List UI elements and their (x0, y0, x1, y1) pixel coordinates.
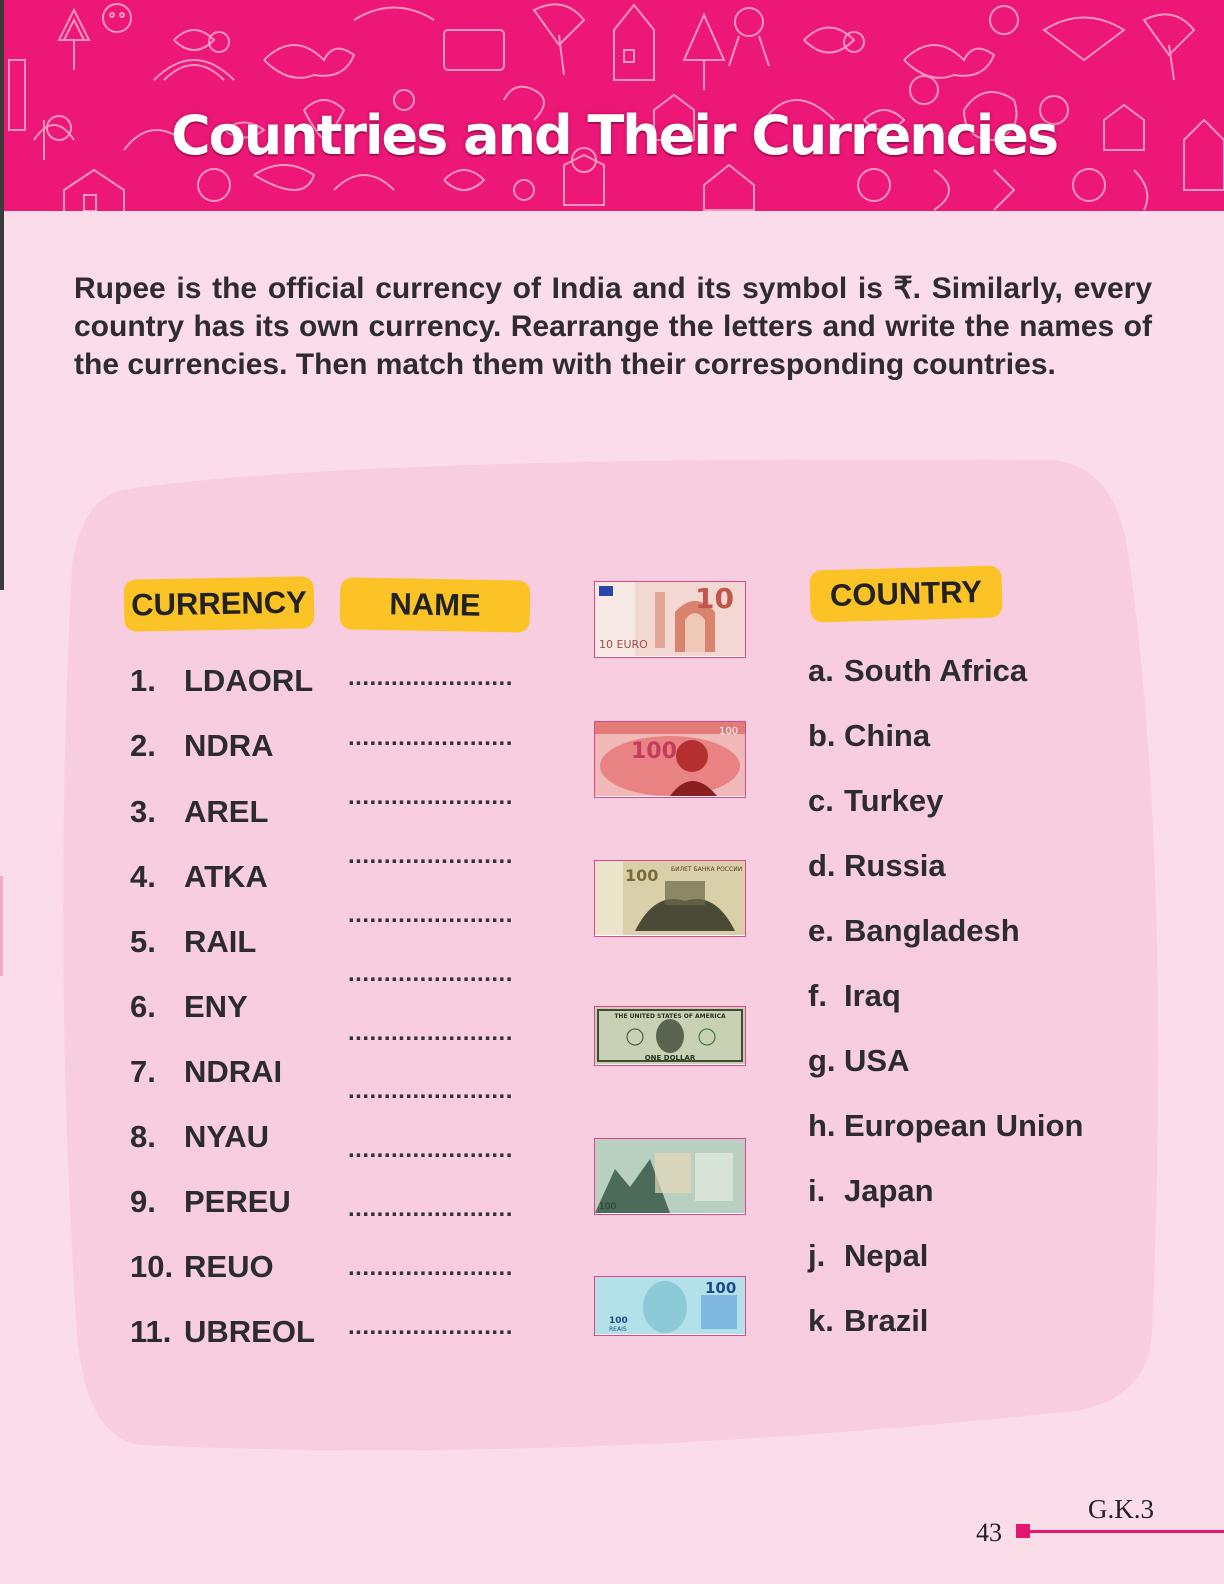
country-item (808, 1173, 934, 1209)
item-number: 8. (130, 1119, 156, 1154)
answer-blank[interactable]: ....................... (348, 1019, 513, 1046)
country-item (808, 1108, 1083, 1144)
jumbled-word: NYAU (184, 1119, 269, 1154)
country-letter: h. (808, 1108, 836, 1143)
yuan-value: 100 (631, 739, 677, 764)
answer-blank[interactable]: ....................... (348, 664, 513, 691)
country-name: European Union (844, 1108, 1084, 1143)
item-number: 4. (130, 859, 156, 894)
euro-value: 10 (695, 582, 734, 615)
country-header: COUNTRY (809, 565, 1002, 622)
answer-blank[interactable]: ....................... (348, 724, 513, 751)
dollar-header: THE UNITED STATES OF AMERICA (614, 1013, 726, 1020)
country-name: Japan (844, 1173, 934, 1208)
ruble-banknote (594, 860, 746, 937)
yuan-banknote (594, 721, 746, 798)
ruble-label: БИЛЕТ БАНКА РОССИИ (671, 866, 743, 873)
country-item (808, 1238, 928, 1274)
jumbled-word: AREL (184, 794, 269, 829)
jumbled-word: ENY (184, 989, 248, 1024)
answer-blank[interactable]: ....................... (348, 842, 513, 869)
country-item (808, 978, 901, 1014)
country-letter: b. (808, 718, 836, 753)
nepal-banknote (594, 1138, 746, 1215)
country-name: China (844, 718, 931, 753)
country-item (808, 718, 930, 754)
country-item (808, 913, 1020, 949)
real-label: REAIS (609, 1326, 627, 1333)
item-number: 2. (130, 728, 156, 763)
real-small-value: 100 (609, 1316, 628, 1326)
country-letter: k. (808, 1303, 834, 1338)
page-title: Countries and Their Currencies (170, 104, 1057, 167)
footer-marker (1016, 1524, 1030, 1538)
item-number: 6. (130, 989, 156, 1024)
answer-blank[interactable]: ....................... (348, 1136, 513, 1163)
jumbled-word: REUO (184, 1249, 274, 1284)
left-edge-tab (0, 876, 3, 976)
country-item (808, 848, 946, 884)
dollar-banknote (594, 1006, 746, 1066)
title-banner (4, 0, 1224, 211)
answer-blank[interactable]: ....................... (348, 960, 513, 987)
answer-blank[interactable]: ....................... (348, 1313, 513, 1340)
answer-blank[interactable]: ....................... (348, 783, 513, 810)
item-number: 11. (130, 1314, 172, 1349)
country-item (808, 1303, 928, 1339)
country-letter: e. (808, 913, 834, 948)
page-number: 43 (976, 1518, 1002, 1547)
country-letter: f. (808, 978, 827, 1013)
jumbled-word: UBREOL (184, 1314, 315, 1349)
country-item (808, 783, 943, 819)
country-name: USA (844, 1043, 910, 1078)
answer-blank[interactable]: ....................... (348, 1254, 513, 1281)
country-name: South Africa (844, 653, 1028, 688)
book-label: G.K.3 (1088, 1494, 1154, 1524)
country-letter: a. (808, 653, 834, 688)
ruble-value: 100 (625, 866, 659, 885)
answer-blank[interactable]: ....................... (348, 901, 513, 928)
answer-blank[interactable]: ....................... (348, 1077, 513, 1104)
country-name: Russia (844, 848, 946, 883)
jumbled-word: NDRAI (184, 1054, 283, 1089)
country-letter: c. (808, 783, 834, 818)
item-number: 3. (130, 794, 156, 829)
jumbled-word: LDAORL (184, 663, 314, 698)
euro-label: 10 EURO (599, 638, 648, 651)
answer-blank[interactable]: ....................... (348, 1195, 513, 1222)
country-name: Brazil (844, 1303, 929, 1338)
real-value: 100 (705, 1279, 737, 1297)
yuan-corner-value: 100 (719, 726, 739, 737)
nepal-value: 100 (599, 1202, 617, 1212)
real-banknote (594, 1276, 746, 1336)
footer-rule (1030, 1530, 1224, 1533)
country-letter: d. (808, 848, 836, 883)
euro-banknote (594, 581, 746, 658)
country-name: Turkey (844, 783, 944, 818)
jumbled-word: NDRA (184, 728, 274, 763)
jumbled-word: PEREU (184, 1184, 291, 1219)
country-item (808, 653, 1027, 689)
country-name: Nepal (844, 1238, 929, 1273)
country-name: Iraq (844, 978, 901, 1013)
jumbled-word: ATKA (184, 859, 268, 894)
currency-header: CURRENCY (124, 576, 315, 631)
jumbled-word: RAIL (184, 924, 257, 959)
country-letter: j. (808, 1238, 826, 1273)
country-letter: g. (808, 1043, 836, 1078)
country-item (808, 1043, 909, 1079)
item-number: 10. (130, 1249, 174, 1284)
intro-paragraph: Rupee is the official currency of India and its symbol is ₹. Similarly, every country has its own currency. Rearrange the letters and write the names of the currencies. Then match them with their corresponding countries. (74, 272, 1152, 381)
country-name: Bangladesh (844, 913, 1020, 948)
item-number: 9. (130, 1184, 156, 1219)
country-letter: i. (808, 1173, 826, 1208)
name-header: NAME (340, 577, 531, 632)
item-number: 5. (130, 924, 156, 959)
item-number: 7. (130, 1054, 156, 1089)
dollar-label: ONE DOLLAR (644, 1054, 696, 1062)
item-number: 1. (130, 663, 156, 698)
